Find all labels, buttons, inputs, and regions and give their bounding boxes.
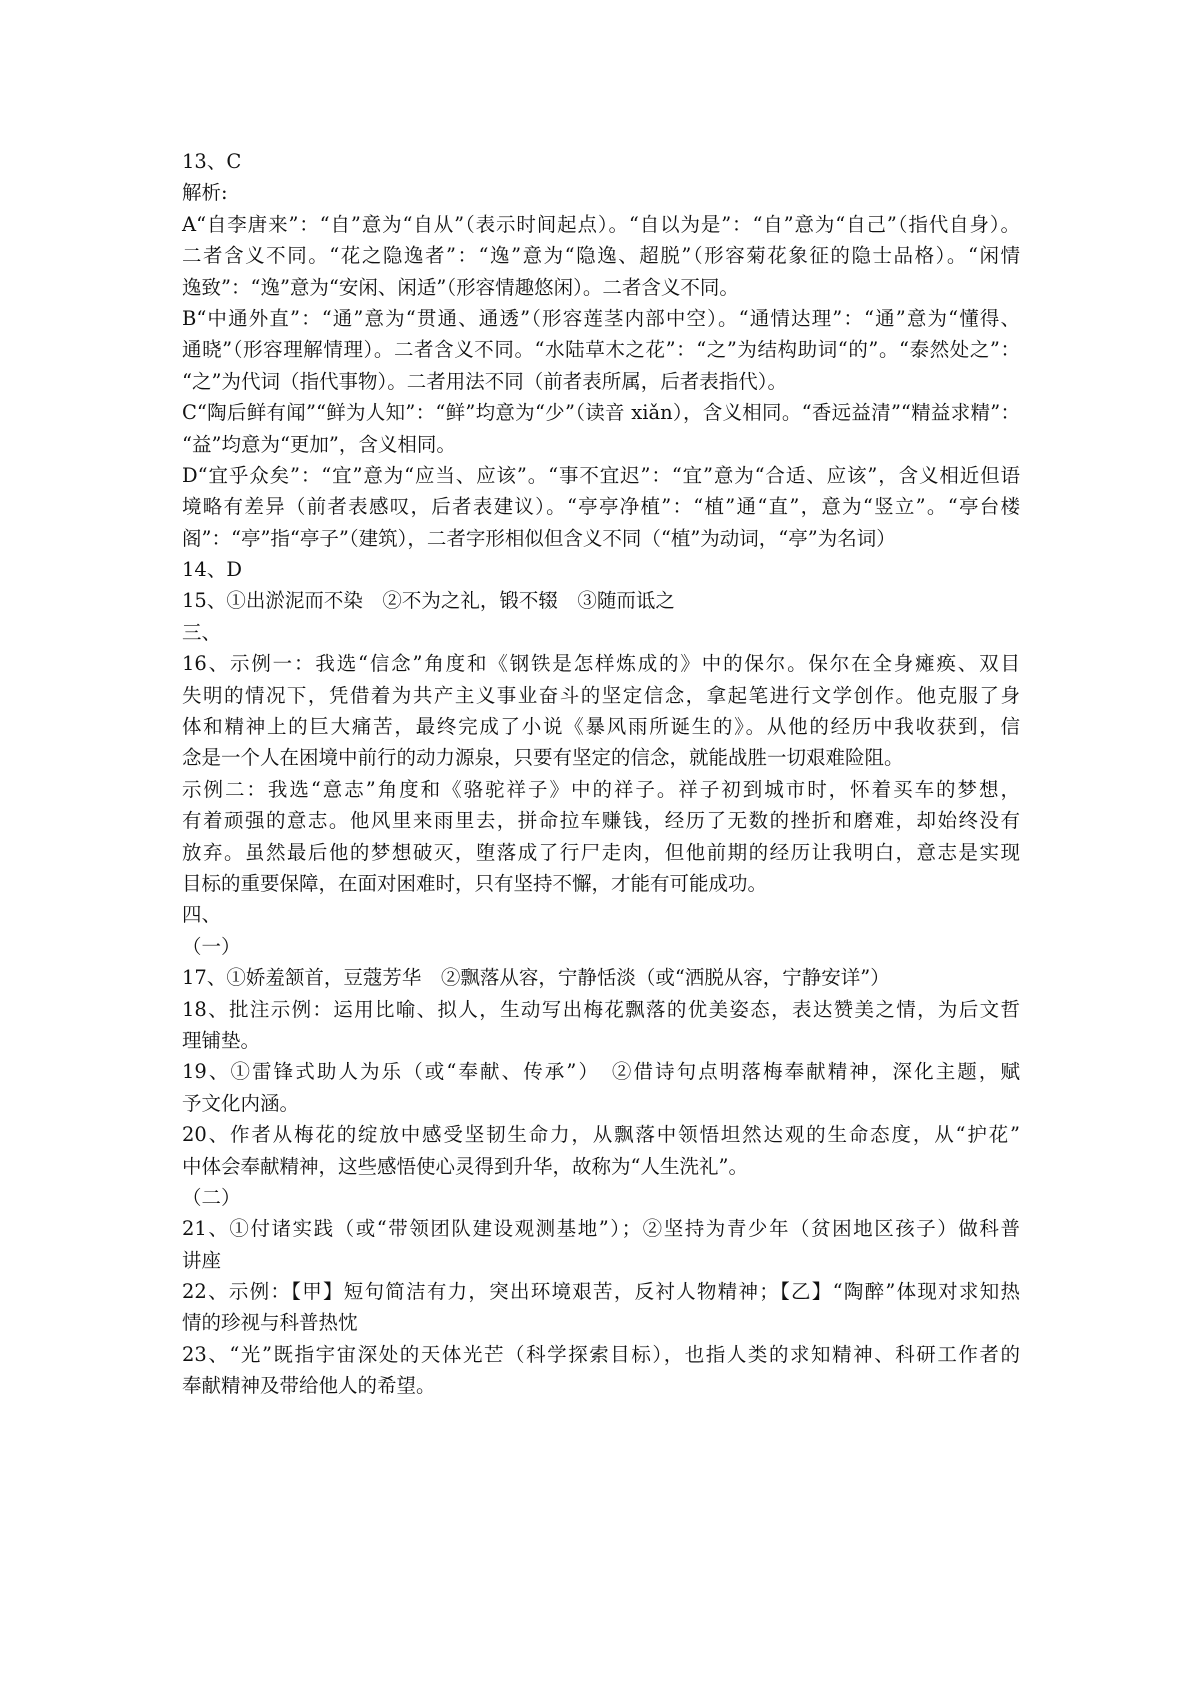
answer-16-example-2-line-2: 有着顽强的意志。他风里来雨里去，拼命拉车赚钱，经历了无数的挫折和磨难，却始终没有 [182,809,1020,833]
analysis-b-line-1: B“中通外直”：“通”意为“贯通、通透”（形容莲茎内部中空）。“通情达理”：“通”意为“懂得、 [182,306,1020,330]
subsection-2-heading: （二） [182,1185,241,1209]
answer-14: 14、D [182,558,242,582]
analysis-b-line-2: 通晓”（形容理解情理）。二者含义不同。“水陆草木之花”：“之”为结构助词“的”。“泰然处之”： [182,338,1020,362]
subsection-1-heading: （一） [182,934,241,958]
answer-20-line-1: 20、作者从梅花的绽放中感受坚韧生命力，从飘落中领悟坦然达观的生命态度，从“护花” [182,1123,1020,1147]
section-3-heading: 三、 [182,620,222,644]
analysis-d-line-2: 境略有差异（前者表感叹，后者表建议）。“亭亭净植”：“植”通“直”，意为“竖立”。“亭台楼 [182,495,1020,519]
answer-22-line-1: 22、示例：【甲】短句简洁有力，突出环境艰苦，反衬人物精神；【乙】“陶醉”体现对求知热 [182,1280,1020,1304]
analysis-d-line-3: 阁”：“亭”指“亭子”（建筑），二者字形相似但含义不同（“植”为动词，“亭”为名词） [182,526,896,550]
answer-19-line-2: 予文化内涵。 [182,1091,300,1115]
analysis-a-line-3: 逸致”：“逸”意为“安闲、闲适”（形容情趣悠闲）。二者含义不同。 [182,275,739,299]
answer-document [182,146,1020,1402]
analysis-b-line-3: “之”为代词（指代事物）。二者用法不同（前者表所属，后者表指代）。 [182,369,787,393]
answer-16-line-2: 失明的情况下，凭借着为共产主义事业奋斗的坚定信念，拿起笔进行文学创作。他克服了身 [182,683,1020,707]
answer-22-line-2: 情的珍视与科普热忱 [182,1311,358,1335]
answer-16-line-3: 体和精神上的巨大痛苦，最终完成了小说《暴风雨所诞生的》。从他的经历中我收获到，信 [182,715,1020,739]
analysis-c-line-2: “益”均意为“更加”，含义相同。 [182,432,456,456]
analysis-a-line-1: A“自李唐来”：“自”意为“自从”（表示时间起点）。“自以为是”：“自”意为“自己”（指代自身）。 [182,212,1020,236]
answer-21-line-2: 讲座 [182,1248,222,1272]
answer-20-line-2: 中体会奉献精神，这些感悟使心灵得到升华，故称为“人生洗礼”。 [182,1154,748,1178]
answer-23-line-2: 奉献精神及带给他人的希望。 [182,1374,436,1398]
answer-21-line-1: 21、①付诸实践（或“带领团队建设观测基地”）；②坚持为青少年（贫困地区孩子）做科普 [182,1217,1020,1241]
answer-17: 17、①娇羞颔首，豆蔻芳华 ②飘落从容，宁静恬淡（或“洒脱从容，宁静安详”） [182,966,890,990]
analysis-c-line-1: C“陶后鲜有闻”“鲜为人知”：“鲜”均意为“少”（读音 xiǎn），含义相同。“香远益清”“精益求精”： [182,401,1020,425]
answer-16-example-2-line-4: 目标的重要保障，在面对困难时，只有坚持不懈，才能有可能成功。 [182,871,768,895]
answer-23-line-1: 23、“光”既指宇宙深处的天体光芒（科学探索目标），也指人类的求知精神、科研工作者的 [182,1342,1020,1366]
answer-16-example-2-line-1: 示例二：我选“意志”角度和《骆驼祥子》中的祥子。祥子初到城市时，怀着买车的梦想， [182,777,1020,801]
answer-18-line-2: 理铺垫。 [182,1028,261,1052]
answer-18-line-1: 18、批注示例：运用比喻、拟人，生动写出梅花飘落的优美姿态，表达赞美之情，为后文哲 [182,997,1020,1021]
answer-16-line-1: 16、示例一：我选“信念”角度和《钢铁是怎样炼成的》中的保尔。保尔在全身瘫痪、双目 [182,652,1020,676]
answer-15: 15、①出淤泥而不染 ②不为之礼，锻不辍 ③随而诋之 [182,589,675,613]
section-4-heading: 四、 [182,903,222,927]
analysis-d-line-1: D“宜乎众矣”：“宜”意为“应当、应该”。“事不宜迟”：“宜”意为“合适、应该”，含义相近但语 [182,463,1020,487]
answer-13-heading: 13、C [182,150,242,173]
answer-16-line-4: 念是一个人在困境中前行的动力源泉，只要有坚定的信念，就能战胜一切艰难险阻。 [182,746,904,770]
answer-16-example-2-line-3: 放弃。虽然最后他的梦想破灭，堕落成了行尸走肉，但他前期的经历让我明白，意志是实现 [182,840,1020,864]
analysis-a-line-2: 二者含义不同。“花之隐逸者”：“逸”意为“隐逸、超脱”（形容菊花象征的隐士品格）。“闲情 [182,244,1020,268]
analysis-label: 解析: [182,181,228,205]
answer-19-line-1: 19、①雷锋式助人为乐（或“奉献、传承”） ②借诗句点明落梅奉献精神，深化主题，赋 [182,1060,1020,1084]
